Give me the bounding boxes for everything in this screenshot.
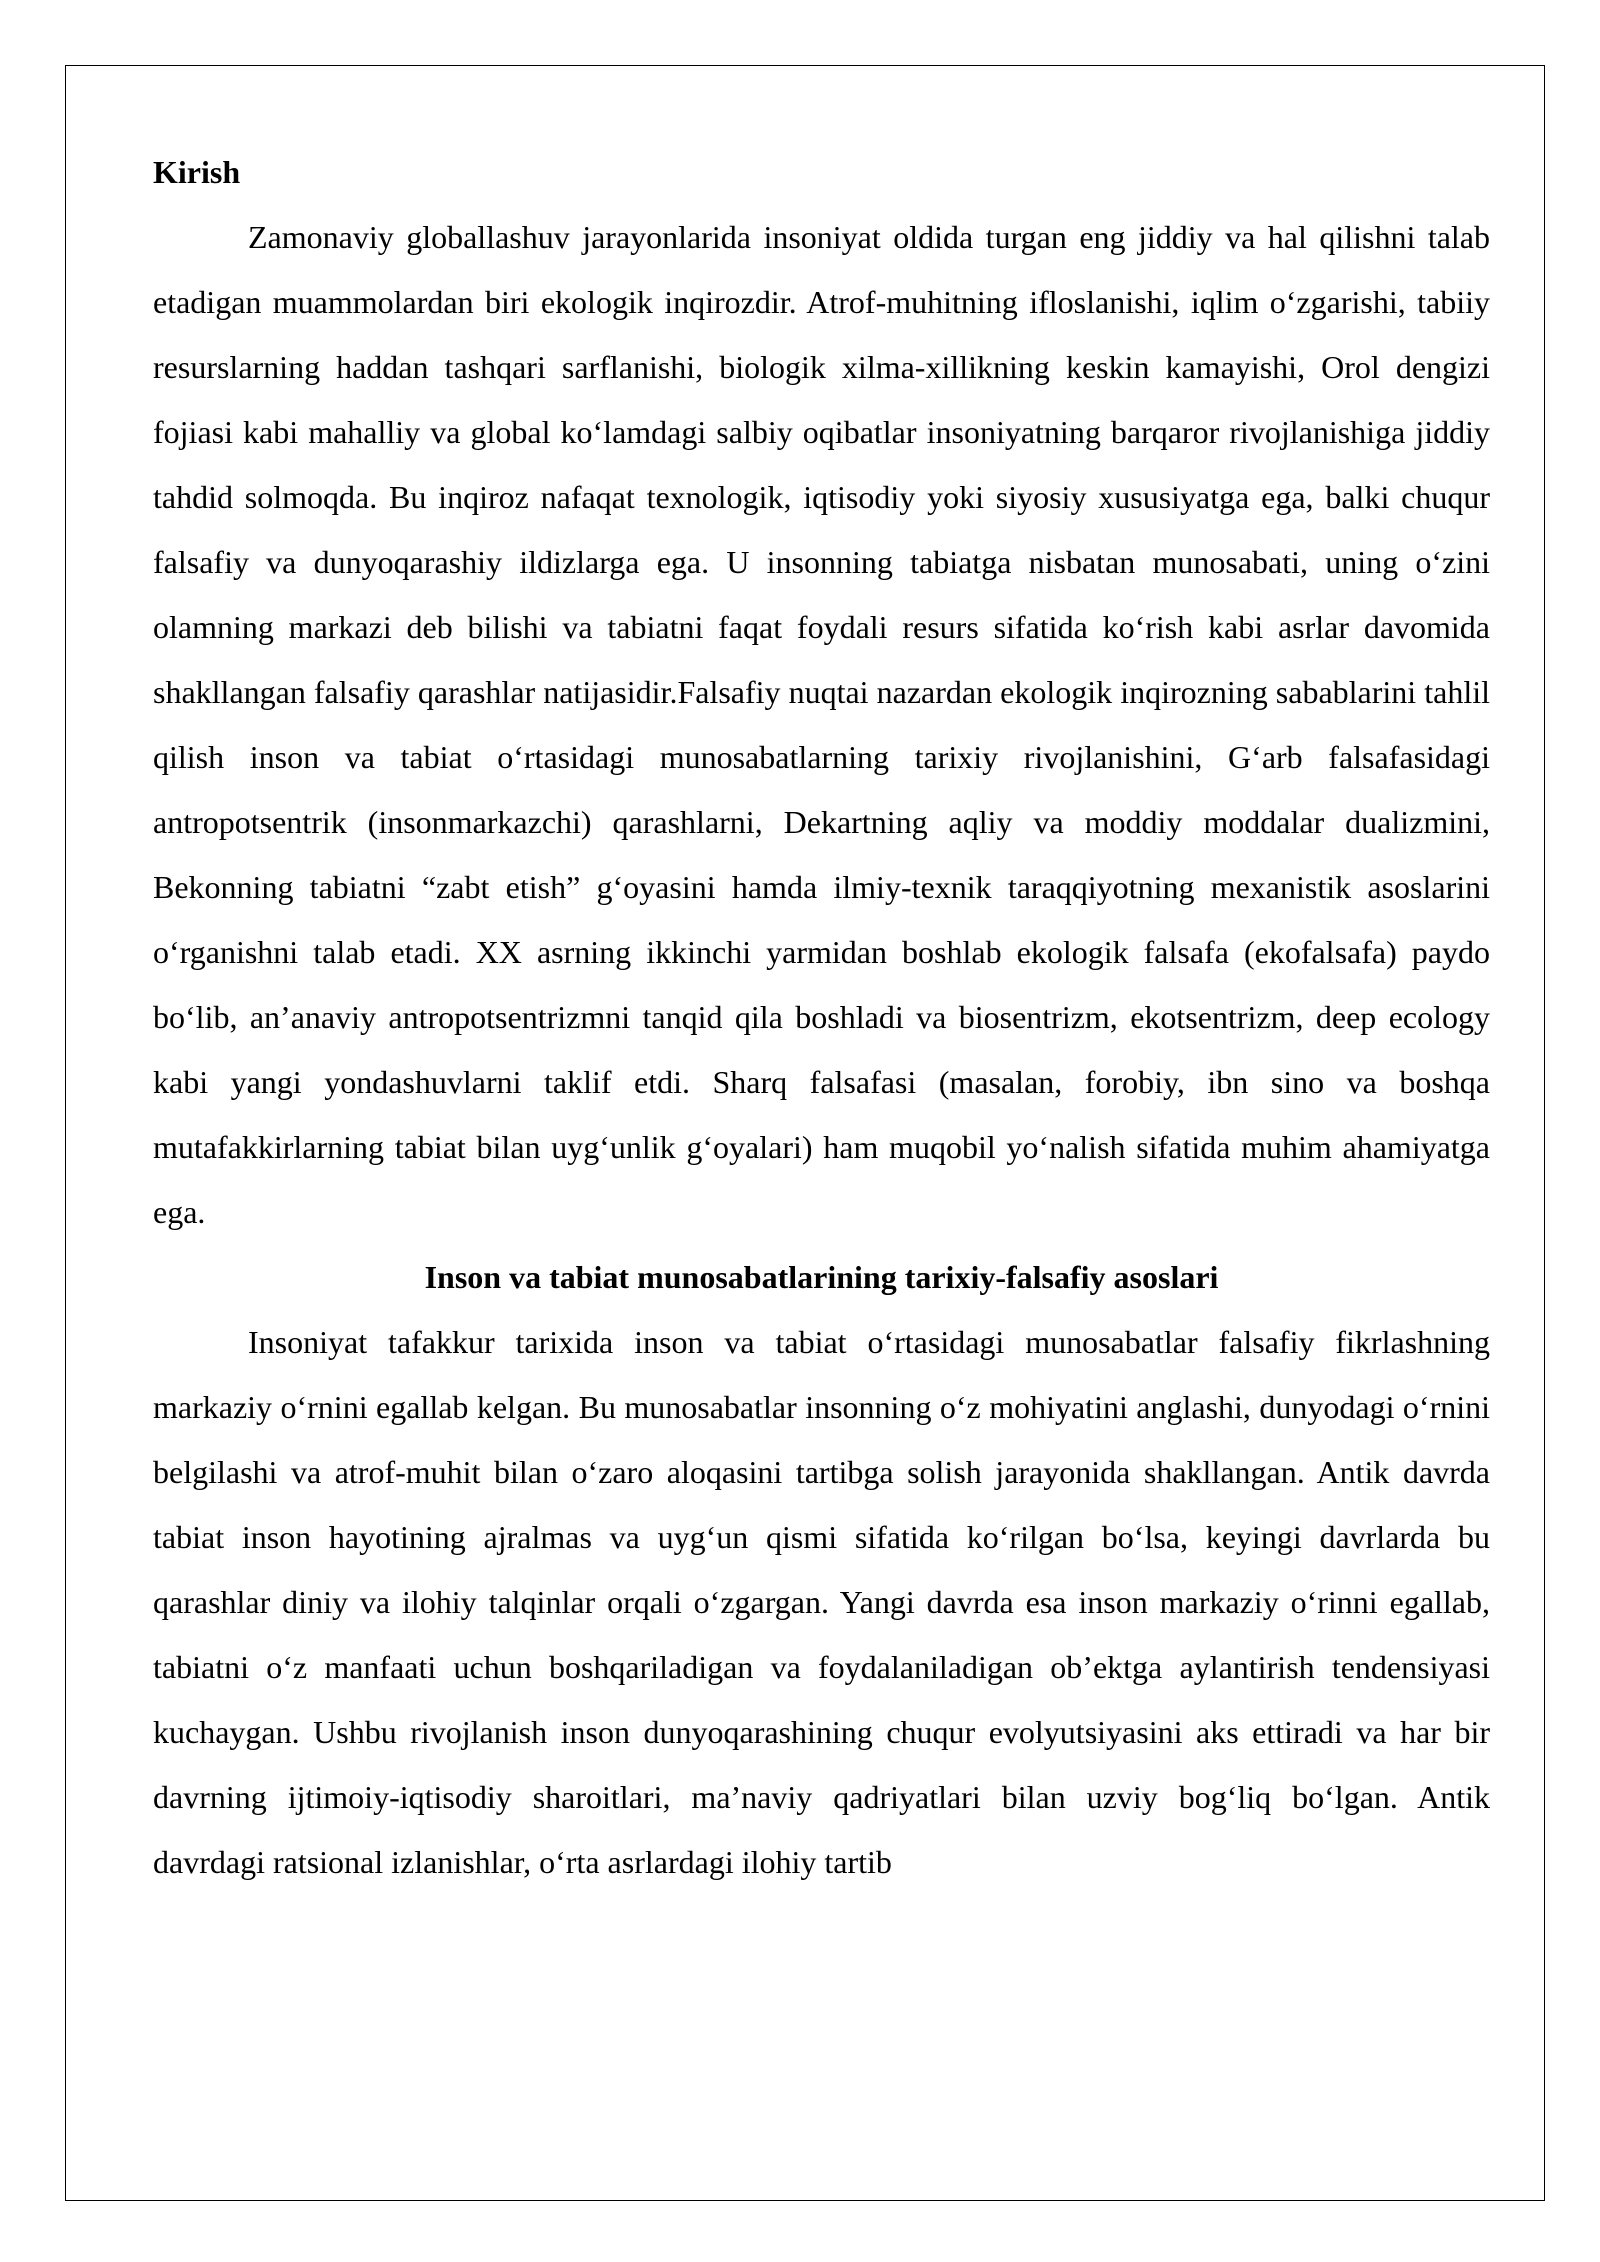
paragraph-historical-foundations: Insoniyat tafakkur tarixida inson va tabiat o‘rtasidagi munosabatlar falsafiy fikrlashning markaziy o‘rnini egallab kelgan. Bu munosabatlar insonning o‘z mohiyatini anglashi, dunyodagi o‘rnini belgilashi va atrof-muhit bilan o‘zaro aloqasini tartibga solish jarayonida shakllangan. Antik davrda tabiat inson hayotining ajralmas va uyg‘un qismi sifatida ko‘rilgan bo‘lsa, keyingi davrlarda bu qarashlar diniy va ilohiy talqinlar orqali o‘zgargan. Yangi davrda esa inson markaziy o‘rinni egallab, tabiatni o‘z manfaati uchun boshqariladigan va foydalaniladigan ob’ektga aylantirish tendensiyasi kuchaygan. Ushbu rivojlanish inson dunyoqarashining chuqur evolyutsiyasini aks ettiradi va har bir davrning ijtimoiy-iqtisodiy sharoitlari, ma’naviy qadriyatlari bilan uzviy bog‘liq bo‘lgan. Antik davrdagi ratsional izlanishlar, o‘rta asrlardagi ilohiy tartib	[153, 1324, 1490, 1880]
section-heading-historical-foundations: Inson va tabiat munosabatlarining tarixiy-falsafiy asoslari	[424, 1259, 1219, 1295]
document-body	[153, 140, 1490, 1895]
paragraph-introduction: Zamonaviy globallashuv jarayonlarida insoniyat oldida turgan eng jiddiy va hal qilishni talab etadigan muammolardan biri ekologik inqirozdir. Atrof-muhitning ifloslanishi, iqlim o‘zgarishi, tabiiy resurslarning haddan tashqari sarflanishi, biologik xilma-xillikning keskin kamayishi, Orol dengizi fojiasi kabi mahalliy va global ko‘lamdagi salbiy oqibatlar insoniyatning barqaror rivojlanishiga jiddiy tahdid solmoqda. Bu inqiroz nafaqat texnologik, iqtisodiy yoki siyosiy xususiyatga ega, balki chuqur falsafiy va dunyoqarashiy ildizlarga ega. U insonning tabiatga nisbatan munosabati, uning o‘zini olamning markazi deb bilishi va tabiatni faqat foydali resurs sifatida ko‘rish kabi asrlar davomida shakllangan falsafiy qarashlar natijasidir.Falsafiy nuqtai nazardan ekologik inqirozning sabablarini tahlil qilish inson va tabiat o‘rtasidagi munosabatlarning tarixiy rivojlanishini, G‘arb falsafasidagi antropotsentrik (insonmarkazchi) qarashlarni, Dekartning aqliy va moddiy moddalar dualizmini, Bekonning tabiatni “zabt etish” g‘oyasini hamda ilmiy-texnik taraqqiyotning mexanistik asoslarini o‘rganishni talab etadi. XX asrning ikkinchi yarmidan boshlab ekologik falsafa (ekofalsafa) paydo bo‘lib, an’anaviy antropotsentrizmni tanqid qila boshladi va biosentrizm, ekotsentrizm, deep ecology kabi yangi yondashuvlarni taklif etdi. Sharq falsafasi (masalan, forobiy, ibn sino va boshqa mutafakkirlarning tabiat bilan uyg‘unlik g‘oyalari) ham muqobil yo‘nalish sifatida muhim ahamiyatga ega.	[153, 219, 1490, 1230]
section-heading-kirish: Kirish	[153, 154, 241, 190]
